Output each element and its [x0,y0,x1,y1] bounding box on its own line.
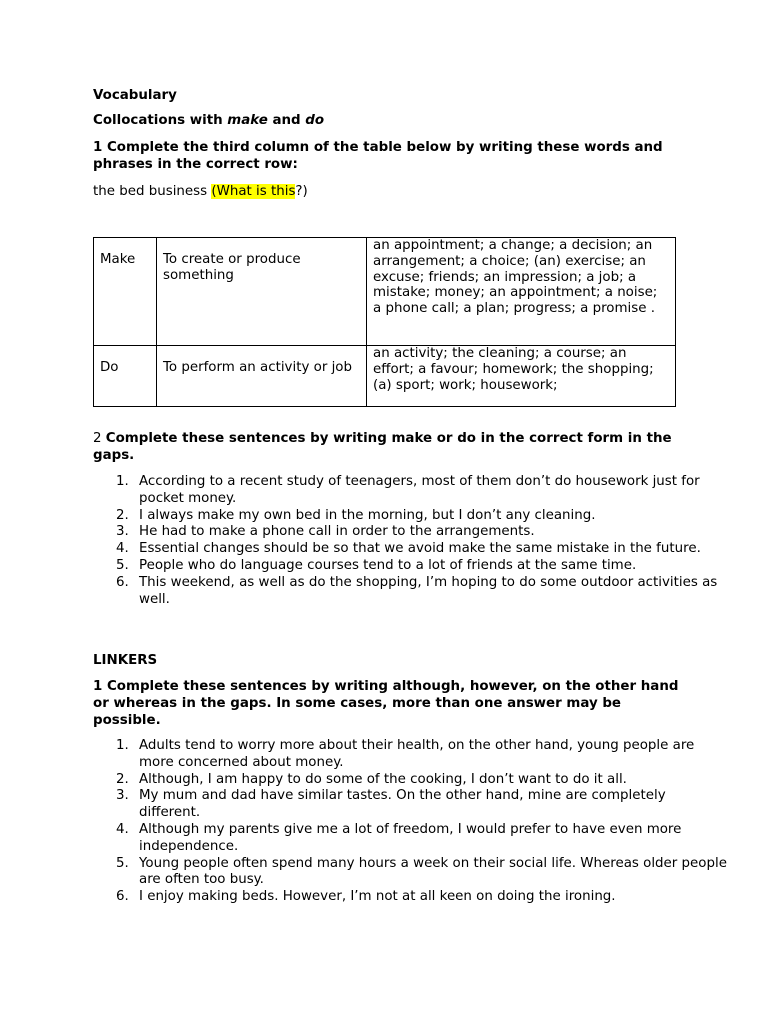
table-row-do [94,346,676,407]
list-item: According to a recent study of teenagers, most of them don’t do housework just for pocket money. [139,474,700,506]
collocations-table [93,237,676,407]
table-cell-verb: Make [94,238,157,346]
exercise2-instruction [93,430,683,464]
list-item: Adults tend to worry more about their health, on the other hand, young people are more concerned about money. [139,738,695,770]
exercise1-instruction: 1 Complete the third column of the table below by writing these words and phrases in the correct row: [93,140,663,172]
table-cell-meaning: To perform an activity or job [157,346,367,407]
list-item: This weekend, as well as do the shopping, I’m hoping to do some outdoor activities as well. [139,574,718,607]
exercise1-word-list [93,183,683,200]
table-cell-collocations: an appointment; a change; a decision; an arrangement; a choice; (an) exercise; an excuse; friends; an impression; a job; a mistake; money; an appointment; a noise; a phone call; a plan; progress; a promise . [367,238,676,346]
highlight-open: ( [211,184,217,199]
list-item: Young people often spend many hours a week on their social life. Whereas older people are often too busy. [139,855,727,888]
highlight-close: ?) [295,184,308,199]
linkers-instruction: 1 Complete these sentences by writing although, however, on the other hand or whereas in the gaps. In some cases, more than one answer may be possible. [93,679,679,728]
word-list-text: the bed business [93,184,212,199]
table-cell-meaning: To create or produce something [157,238,367,346]
collocations-prefix: Collocations with [93,113,228,128]
table-cell-collocations: an activity; the cleaning; a course; an effort; a favour; homework; the shopping; (a) sport; work; housework; [367,346,676,407]
linkers-list [93,738,729,906]
list-item: Although my parents give me a lot of freedom, I would prefer to have even more independence. [139,821,682,854]
list-item: Although, I am happy to do some of the cooking, I don’t want to do it all. [139,771,627,787]
highlight-text: What is this [216,184,296,199]
list-item: My mum and dad have similar tastes. On the other hand, mine are completely different. [139,788,666,821]
exercise2-number: 2 [93,431,106,446]
list-item: People who do language courses tend to a lot of friends at the same time. [139,557,637,573]
table-row-make [94,238,676,346]
collocations-make: make [227,113,268,128]
list-item: He had to make a phone call in order to the arrangements. [139,524,535,540]
collocations-heading [93,112,683,129]
collocations-and: and [267,113,306,128]
exercise2-instruction-text: Complete these sentences by writing make or do in the correct form in the gaps. [93,431,672,463]
linkers-heading: LINKERS [93,653,158,668]
list-item: I always make my own bed in the morning, but I don’t any cleaning. [139,507,596,523]
collocations-do: do [305,113,325,128]
exercise2-list [93,474,729,608]
table-cell-verb: Do [94,346,157,407]
list-item: Essential changes should be so that we avoid make the same mistake in the future. [139,541,701,557]
list-item: I enjoy making beds. However, I’m not at all keen on doing the ironing. [139,889,616,905]
vocabulary-heading: Vocabulary [93,88,177,103]
highlighted-note [211,184,295,199]
